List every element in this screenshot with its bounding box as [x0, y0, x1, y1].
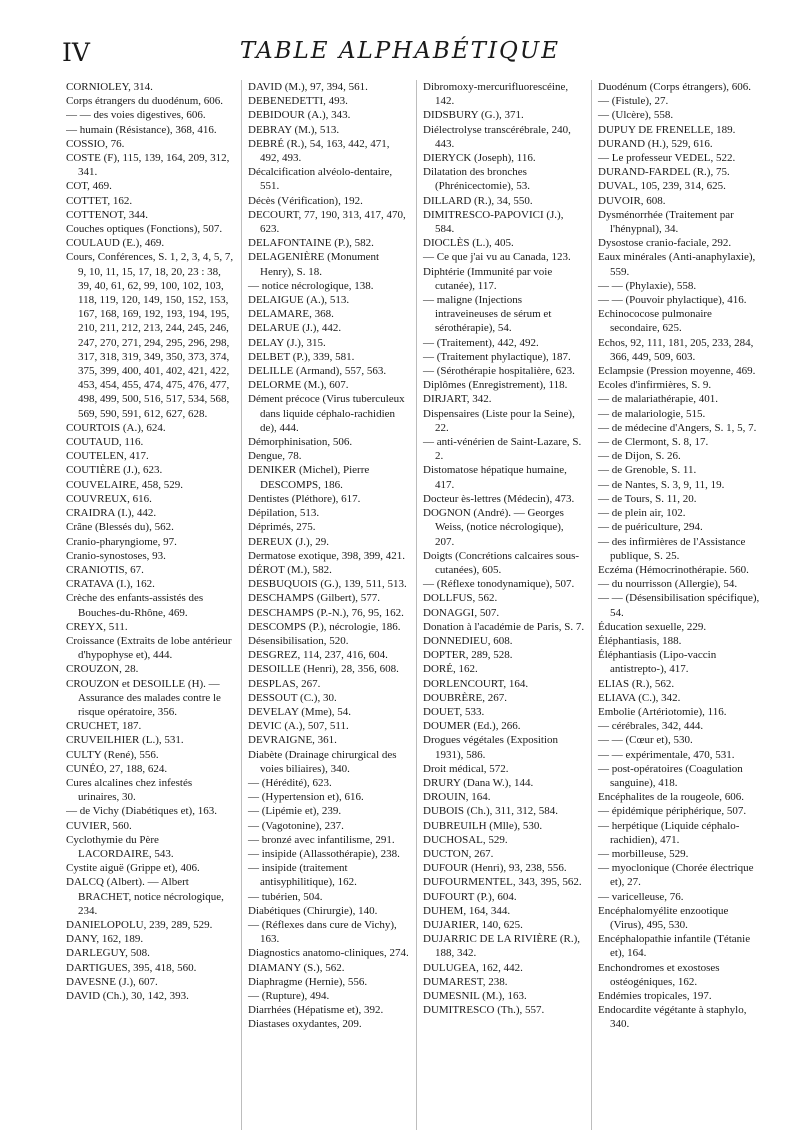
index-entry: CROUZON, 28.	[66, 663, 139, 676]
index-entry: Ecoles d'infirmières, S. 9.	[598, 379, 712, 392]
index-entry: DUCHOSAL, 529.	[423, 833, 508, 846]
index-entry: DEBRÉ (R.), 54, 163, 442, 471, 492, 493.	[248, 137, 390, 165]
index-entry: DOGNON (André). — Georges Weiss, (notice nécrologique), 207.	[423, 507, 564, 548]
index-column-2	[241, 80, 416, 1130]
index-entry: DESBUQUOIS (G.), 139, 511, 513.	[248, 578, 407, 591]
index-entry: COUVREUX, 616.	[66, 492, 152, 505]
index-entry: COUTELEN, 417.	[66, 450, 149, 463]
index-entry: Doigts (Concrétions calcaires sous-cutanées), 605.	[423, 549, 580, 576]
index-entry: — de Clermont, S. 8, 17.	[598, 436, 709, 449]
index-entry: Diphtérie (Immunité par voie cutanée), 117.	[423, 265, 553, 292]
index-entry: COTTET, 162.	[66, 194, 133, 207]
index-entry: Echinococose pulmonaire secondaire, 625.	[598, 308, 712, 335]
index-entry: — anti-vénérien de Saint-Lazare, S. 2.	[423, 436, 582, 463]
index-entry: Diabète (Drainage chirurgical des voies biliaires), 340.	[248, 748, 397, 775]
index-entry: Dibromoxy-mercurifluorescéine, 142.	[423, 81, 569, 108]
index-entry: COT, 469.	[66, 180, 112, 193]
index-entry: Déprimés, 275.	[248, 521, 316, 534]
index-entry: — myoclonique (Chorée électrique et), 27.	[598, 862, 754, 889]
index-entry: DEVELAY (Mme), 54.	[248, 705, 352, 718]
index-entry: CRUCHET, 187.	[66, 720, 142, 733]
index-entry: DELAY (J.), 315.	[248, 336, 326, 349]
index-entry: DANIELOPOLU, 239, 289, 529.	[66, 918, 213, 931]
index-entry: CUVIER, 560.	[66, 819, 132, 832]
index-entry: DULUGEA, 162, 442.	[423, 961, 523, 974]
index-entry: DUFOURMENTEL, 343, 395, 562.	[423, 876, 582, 889]
index-entry: Diastases oxydantes, 209.	[248, 1018, 362, 1031]
index-entry: — bronzé avec infantilisme, 291.	[248, 833, 395, 846]
index-entry: — de malariathérapie, 401.	[598, 393, 719, 406]
index-entry: Diplômes (Enregistrement), 118.	[423, 379, 568, 392]
index-entry: DUJARIER, 140, 625.	[423, 918, 523, 931]
index-entry: DESCOMPS (P.), nécrologie, 186.	[248, 620, 401, 633]
index-entry: — — des voies digestives, 606.	[66, 109, 206, 122]
index-entry: DUMESNIL (M.), 163.	[423, 990, 527, 1002]
index-entry: — du nourrisson (Allergie), 54.	[598, 578, 738, 591]
index-entry: DESCHAMPS (Gilbert), 577.	[248, 592, 381, 605]
index-entry: — morbilleuse, 529.	[598, 847, 689, 860]
index-entry: DIDSBURY (G.), 371.	[423, 109, 524, 122]
index-entry: Décalcification alvéolo-dentaire, 551.	[248, 166, 393, 193]
index-entry: DÉROT (M.), 582.	[248, 563, 332, 576]
index-entry: Décès (Vérification), 192.	[248, 194, 363, 207]
index-entry: DAVID (Ch.), 30, 142, 393.	[66, 990, 189, 1002]
index-entry: CORNIOLEY, 314.	[66, 81, 153, 93]
index-entry: Encéphalomyélite enzootique (Virus), 495, 530.	[598, 904, 729, 931]
index-entry: Encéphalites de la rougeole, 606.	[598, 791, 745, 804]
index-entry: DUCTON, 267.	[423, 847, 494, 860]
index-entry: Cranio-pharyngiome, 97.	[66, 535, 177, 548]
index-entry: — des infirmières de l'Assistance publique, S. 25.	[598, 535, 746, 562]
page-header	[62, 38, 738, 72]
index-entry: Dispensaires (Liste pour la Seine), 22.	[423, 407, 575, 434]
index-entry: DONAGGI, 507.	[423, 606, 500, 619]
index-entry: CREYX, 511.	[66, 620, 128, 633]
index-entry: DAVID (M.), 97, 394, 561.	[248, 81, 368, 93]
index-entry: DELILLE (Armand), 557, 563.	[248, 365, 387, 378]
index-entry: DAVESNE (J.), 607.	[66, 975, 158, 988]
index-entry: Dentistes (Pléthore), 617.	[248, 492, 361, 505]
index-entry: DUMAREST, 238.	[423, 975, 508, 988]
index-entry: DUFOUR (Henri), 93, 238, 556.	[423, 862, 567, 875]
index-column-4	[591, 80, 766, 1130]
index-entry: — (Fistule), 27.	[598, 95, 669, 108]
index-entry: — de Grenoble, S. 11.	[598, 464, 697, 477]
index-entry: Dépilation, 513.	[248, 507, 320, 520]
index-entry: Cranio-synostoses, 93.	[66, 549, 166, 562]
index-entry: ELIAVA (C.), 342.	[598, 691, 681, 704]
index-entry: Diarrhées (Hépatisme et), 392.	[248, 1004, 384, 1017]
index-entry: CUNÉO, 27, 188, 624.	[66, 762, 168, 775]
index-entry: — (Réflexes dans cure de Vichy), 163.	[248, 918, 397, 946]
index-entry: DIMITRESCO-PAPOVICI (J.), 584.	[423, 208, 564, 236]
index-entry: DORÉ, 162.	[423, 663, 478, 676]
index-entry: — (Réflexe tonodynamique), 507.	[423, 578, 575, 591]
index-entry: — de Vichy (Diabétiques et), 163.	[66, 805, 217, 818]
index-entry: DEBIDOUR (A.), 343.	[248, 109, 351, 122]
index-entry: — tubérien, 504.	[248, 890, 323, 903]
index-entry: Dément précoce (Virus tuberculeux dans liquide céphalo-rachidien de), 444.	[248, 393, 405, 434]
index-entry: Corps étrangers du duodénum, 606.	[66, 95, 224, 108]
index-entry: Désensibilisation, 520.	[248, 634, 349, 647]
index-entry: DUBOIS (Ch.), 311, 312, 584.	[423, 805, 558, 818]
index-entry: DIRJART, 342.	[423, 393, 492, 406]
index-entry: — — expérimentale, 470, 531.	[598, 748, 735, 761]
index-entry: — de Tours, S. 11, 20.	[598, 492, 697, 505]
index-entry: DUMITRESCO (Th.), 557.	[423, 1004, 545, 1017]
index-entry: Éléphantiasis, 188.	[598, 634, 682, 647]
index-entry: DELAGENIÈRE (Monument Henry), S. 18.	[248, 251, 380, 278]
index-entry: DELBET (P.), 339, 581.	[248, 350, 355, 363]
index-entry: Éléphantiasis (Lipo-vaccin antistrepto-), 417.	[598, 649, 717, 676]
index-entry: Endocardite végétante à staphylo, 340.	[598, 1004, 747, 1031]
index-entry: COULAUD (E.), 469.	[66, 237, 165, 250]
index-entry: — humain (Résistance), 368, 416.	[66, 123, 217, 136]
index-entry: DUVOIR, 608.	[598, 194, 666, 207]
index-entry: — Le professeur VEDEL, 522.	[598, 152, 736, 165]
index-entry: DUBREUILH (Mlle), 530.	[423, 819, 543, 832]
index-entry: COUVELAIRE, 458, 529.	[66, 478, 184, 491]
index-entry: Diaphragme (Hernie), 556.	[248, 975, 368, 988]
index-entry: — — (Cœur et), 530.	[598, 734, 693, 747]
index-entry: DENIKER (Michel), Pierre DESCOMPS, 186.	[248, 464, 370, 491]
index-entry: DARTIGUES, 395, 418, 560.	[66, 961, 197, 974]
index-entry: Cours, Conférences, S. 1, 2, 3, 4, 5, 7, 9, 10, 11, 15, 17, 18, 20, 23 : 38, 39, 40, 61, 62, 99, 100, 102, 103, 118, 119, 120, 149, 150, 152, 153, 167, 168, 169, 192, 193, 194, 195, 210, 211, 212, 213, 244, 245, 246, 247, 270, 271, 294, 295, 296, 298, 317, 318, 319, 349, 350, 373, 374, 375, 399, 400, 401, 402, 421, 422, 453, 454, 455, 474, 475, 476, 477, 498, 499, 500, 516, 517, 534, 568, 569, 590, 591, 612, 627, 628.	[66, 251, 234, 420]
index-entry: — (Hérédité), 623.	[248, 776, 332, 789]
index-entry: DOLLFUS, 562.	[423, 592, 498, 605]
index-entry: — épidémique périphérique, 507.	[598, 805, 747, 818]
index-entry: DELORME (M.), 607.	[248, 379, 349, 392]
index-entry: DURAND (H.), 529, 616.	[598, 137, 713, 150]
index-entry: — — (Désensibilisation spécifique), 54.	[598, 592, 760, 619]
index-entry: Diagnostics anatomo-cliniques, 274.	[248, 947, 409, 960]
index-entry: DARLEGUY, 508.	[66, 947, 150, 960]
index-entry: Dysostose cranio-faciale, 292.	[598, 237, 732, 250]
index-entry: Embolie (Artériotomie), 116.	[598, 705, 727, 718]
index-entry: CROUZON et DESOILLE (H). — Assurance des malades contre le risque opératoire, 356.	[66, 677, 221, 718]
index-entry: Echos, 92, 111, 181, 205, 233, 284, 366, 449, 509, 603.	[598, 336, 754, 363]
index-entry: Donation à l'académie de Paris, S. 7.	[423, 620, 585, 633]
index-entry: DESCHAMPS (P.-N.), 76, 95, 162.	[248, 606, 404, 619]
index-entry: DESOILLE (Henri), 28, 356, 608.	[248, 663, 399, 676]
index-entry: Démorphinisation, 506.	[248, 436, 353, 449]
index-entry: Diélectrolyse transcérébrale, 240, 443.	[423, 123, 571, 150]
index-entry: COSTE (F), 115, 139, 164, 209, 312, 341.	[66, 152, 230, 179]
index-entry: — post-opératoires (Coagulation sanguine), 418.	[598, 762, 743, 789]
index-entry: — (Rupture), 494.	[248, 990, 330, 1002]
index-entry: CRATAVA (I.), 162.	[66, 578, 155, 591]
index-columns	[66, 80, 766, 1130]
index-entry: — de Nantes, S. 3, 9, 11, 19.	[598, 478, 725, 491]
index-entry: DESSOUT (C.), 30.	[248, 691, 337, 704]
index-entry: DEREUX (J.), 29.	[248, 535, 329, 548]
index-entry: DURAND-FARDEL (R.), 75.	[598, 166, 730, 179]
index-entry: — cérébrales, 342, 444.	[598, 720, 704, 733]
index-entry: Diabétiques (Chirurgie), 140.	[248, 904, 378, 917]
index-entry: DECOURT, 77, 190, 313, 417, 470, 623.	[248, 208, 406, 236]
index-entry: Dysménorrhée (Traitement par l'hénypnal), 34.	[598, 208, 734, 236]
index-entry: Distomatose hépatique humaine, 417.	[423, 464, 567, 491]
index-entry: Couches optiques (Fonctions), 507.	[66, 223, 223, 236]
index-entry: DUFOURT (P.), 604.	[423, 890, 517, 903]
index-entry: COUTAUD, 116.	[66, 436, 144, 449]
index-entry: DELAFONTAINE (P.), 582.	[248, 237, 374, 250]
index-entry: Dermatose exotique, 398, 399, 421.	[248, 549, 406, 562]
index-entry: CRAIDRA (I.), 442.	[66, 507, 157, 520]
index-entry: DANY, 162, 189.	[66, 933, 144, 946]
index-entry: — varicelleuse, 76.	[598, 890, 684, 903]
index-entry: — maligne (Injections intraveineuses de sérum et sérothérapie), 54.	[423, 294, 552, 335]
index-entry: DOUET, 533.	[423, 705, 485, 718]
index-entry: DELARUE (J.), 442.	[248, 322, 342, 335]
index-entry: DORLENCOURT, 164.	[423, 677, 529, 690]
index-entry: — (Sérothérapie hospitalière, 623.	[423, 365, 575, 378]
index-entry: DEBRAY (M.), 513.	[248, 123, 340, 136]
index-entry: DOUBRÈRE, 267.	[423, 691, 508, 704]
index-entry: Docteur ès-lettres (Médecin), 473.	[423, 492, 575, 505]
index-entry: DONNEDIEU, 608.	[423, 634, 513, 647]
index-entry: — notice nécrologique, 138.	[248, 279, 374, 292]
index-entry: DOPTER, 289, 528.	[423, 649, 513, 662]
index-entry: — (Hypertension et), 616.	[248, 791, 364, 804]
index-column-1	[66, 80, 241, 1130]
index-entry: Cures alcalines chez infestés urinaires, 30.	[66, 776, 193, 804]
index-entry: COUTIÈRE (J.), 623.	[66, 464, 163, 477]
index-entry: — (Traitement), 442, 492.	[423, 336, 539, 349]
index-entry: Eaux minérales (Anti-anaphylaxie), 559.	[598, 251, 756, 278]
index-entry: DELAIGUE (A.), 513.	[248, 294, 350, 307]
index-entry: Crâne (Blessés du), 562.	[66, 521, 174, 534]
running-title: TABLE ALPHABÉTIQUE	[239, 38, 561, 64]
index-entry: DEBENEDETTI, 493.	[248, 95, 348, 108]
index-entry: DUHEM, 164, 344.	[423, 904, 511, 917]
index-entry: — de Dijon, S. 26.	[598, 450, 681, 463]
index-entry: Dilatation des bronches (Phrénicectomie), 53.	[423, 166, 530, 193]
index-entry: DOUMER (Ed.), 266.	[423, 720, 521, 733]
index-entry: DILLARD (R.), 34, 550.	[423, 194, 533, 207]
index-entry: — insipide (traitement antisyphilitique), 162.	[248, 862, 357, 889]
index-entry: — de puériculture, 294.	[598, 521, 703, 534]
index-entry: COSSIO, 76.	[66, 137, 125, 150]
index-entry: CRUVEILHIER (L.), 531.	[66, 734, 184, 747]
index-entry: Droit médical, 572.	[423, 762, 509, 775]
index-entry: Endémies tropicales, 197.	[598, 990, 712, 1002]
page-number: IV	[62, 38, 90, 67]
index-entry: Crèche des enfants-assistés des Bouches-du-Rhône, 469.	[66, 592, 204, 619]
index-entry: COURTOIS (A.), 624.	[66, 421, 166, 434]
index-entry: Cystite aiguë (Grippe et), 406.	[66, 862, 200, 875]
index-entry: DEVIC (A.), 507, 511.	[248, 720, 349, 733]
index-entry: — herpétique (Liquide céphalo-rachidien), 471.	[598, 819, 740, 846]
index-entry: — de médecine d'Angers, S. 1, 5, 7.	[598, 421, 757, 434]
index-entry: — de malariologie, 515.	[598, 407, 706, 420]
index-entry: — (Ulcère), 558.	[598, 109, 674, 122]
index-entry: DESGREZ, 114, 237, 416, 604.	[248, 649, 388, 662]
index-entry: Encéphalopathie infantile (Tétanie et), 164.	[598, 933, 751, 960]
index-entry: Croissance (Extraits de lobe antérieur d'hypophyse et), 444.	[66, 634, 232, 662]
index-entry: Drogues végétales (Exposition 1931), 586.	[423, 734, 559, 761]
index-entry: — insipide (Allassothérapie), 238.	[248, 847, 400, 860]
index-entry: DELAMARE, 368.	[248, 308, 334, 321]
index-entry: DUJARRIC DE LA RIVIÈRE (R.), 188, 342.	[423, 933, 581, 960]
index-entry: CULTY (René), 556.	[66, 748, 159, 761]
index-entry: — Ce que j'ai vu au Canada, 123.	[423, 251, 571, 264]
index-entry: Duodénum (Corps étrangers), 606.	[598, 81, 752, 93]
index-entry: COTTENOT, 344.	[66, 208, 148, 221]
index-entry: DEVRAIGNE, 361.	[248, 734, 337, 747]
index-entry: — (Traitement phylactique), 187.	[423, 350, 571, 363]
index-entry: Dengue, 78.	[248, 450, 302, 463]
index-entry: DUPUY DE FRENELLE, 189.	[598, 123, 736, 136]
index-entry: DRURY (Dana W.), 144.	[423, 776, 534, 789]
index-entry: — — (Phylaxie), 558.	[598, 279, 697, 292]
index-entry: DIAMANY (S.), 562.	[248, 961, 345, 974]
index-entry: — — (Pouvoir phylactique), 416.	[598, 294, 747, 307]
index-entry: DROUIN, 164.	[423, 791, 491, 804]
index-column-3	[416, 80, 591, 1130]
index-entry: DIOCLÈS (L.), 405.	[423, 237, 514, 250]
index-entry: Cyclothymie du Père LACORDAIRE, 543.	[66, 833, 174, 860]
index-entry: — (Lipémie et), 239.	[248, 805, 342, 818]
index-entry: Enchondromes et exostoses ostéogéniques, 162.	[598, 961, 720, 988]
index-entry: DESPLAS, 267.	[248, 677, 321, 690]
index-entry: DUVAL, 105, 239, 314, 625.	[598, 180, 726, 193]
index-entry: — (Vagotonine), 237.	[248, 819, 344, 832]
index-entry: ELIAS (R.), 562.	[598, 677, 675, 690]
index-entry: DALCQ (Albert). — Albert BRACHET, notice nécrologique, 234.	[66, 876, 224, 917]
index-entry: Éducation sexuelle, 229.	[598, 620, 707, 633]
index-entry: Eczéma (Hémocrinothérapie. 560.	[598, 563, 749, 576]
index-entry: — de plein air, 102.	[598, 507, 686, 520]
index-entry: CRANIOTIS, 67.	[66, 563, 144, 576]
index-entry: DIERYCK (Joseph), 116.	[423, 152, 536, 165]
index-entry: Eclampsie (Pression moyenne, 469.	[598, 365, 756, 378]
